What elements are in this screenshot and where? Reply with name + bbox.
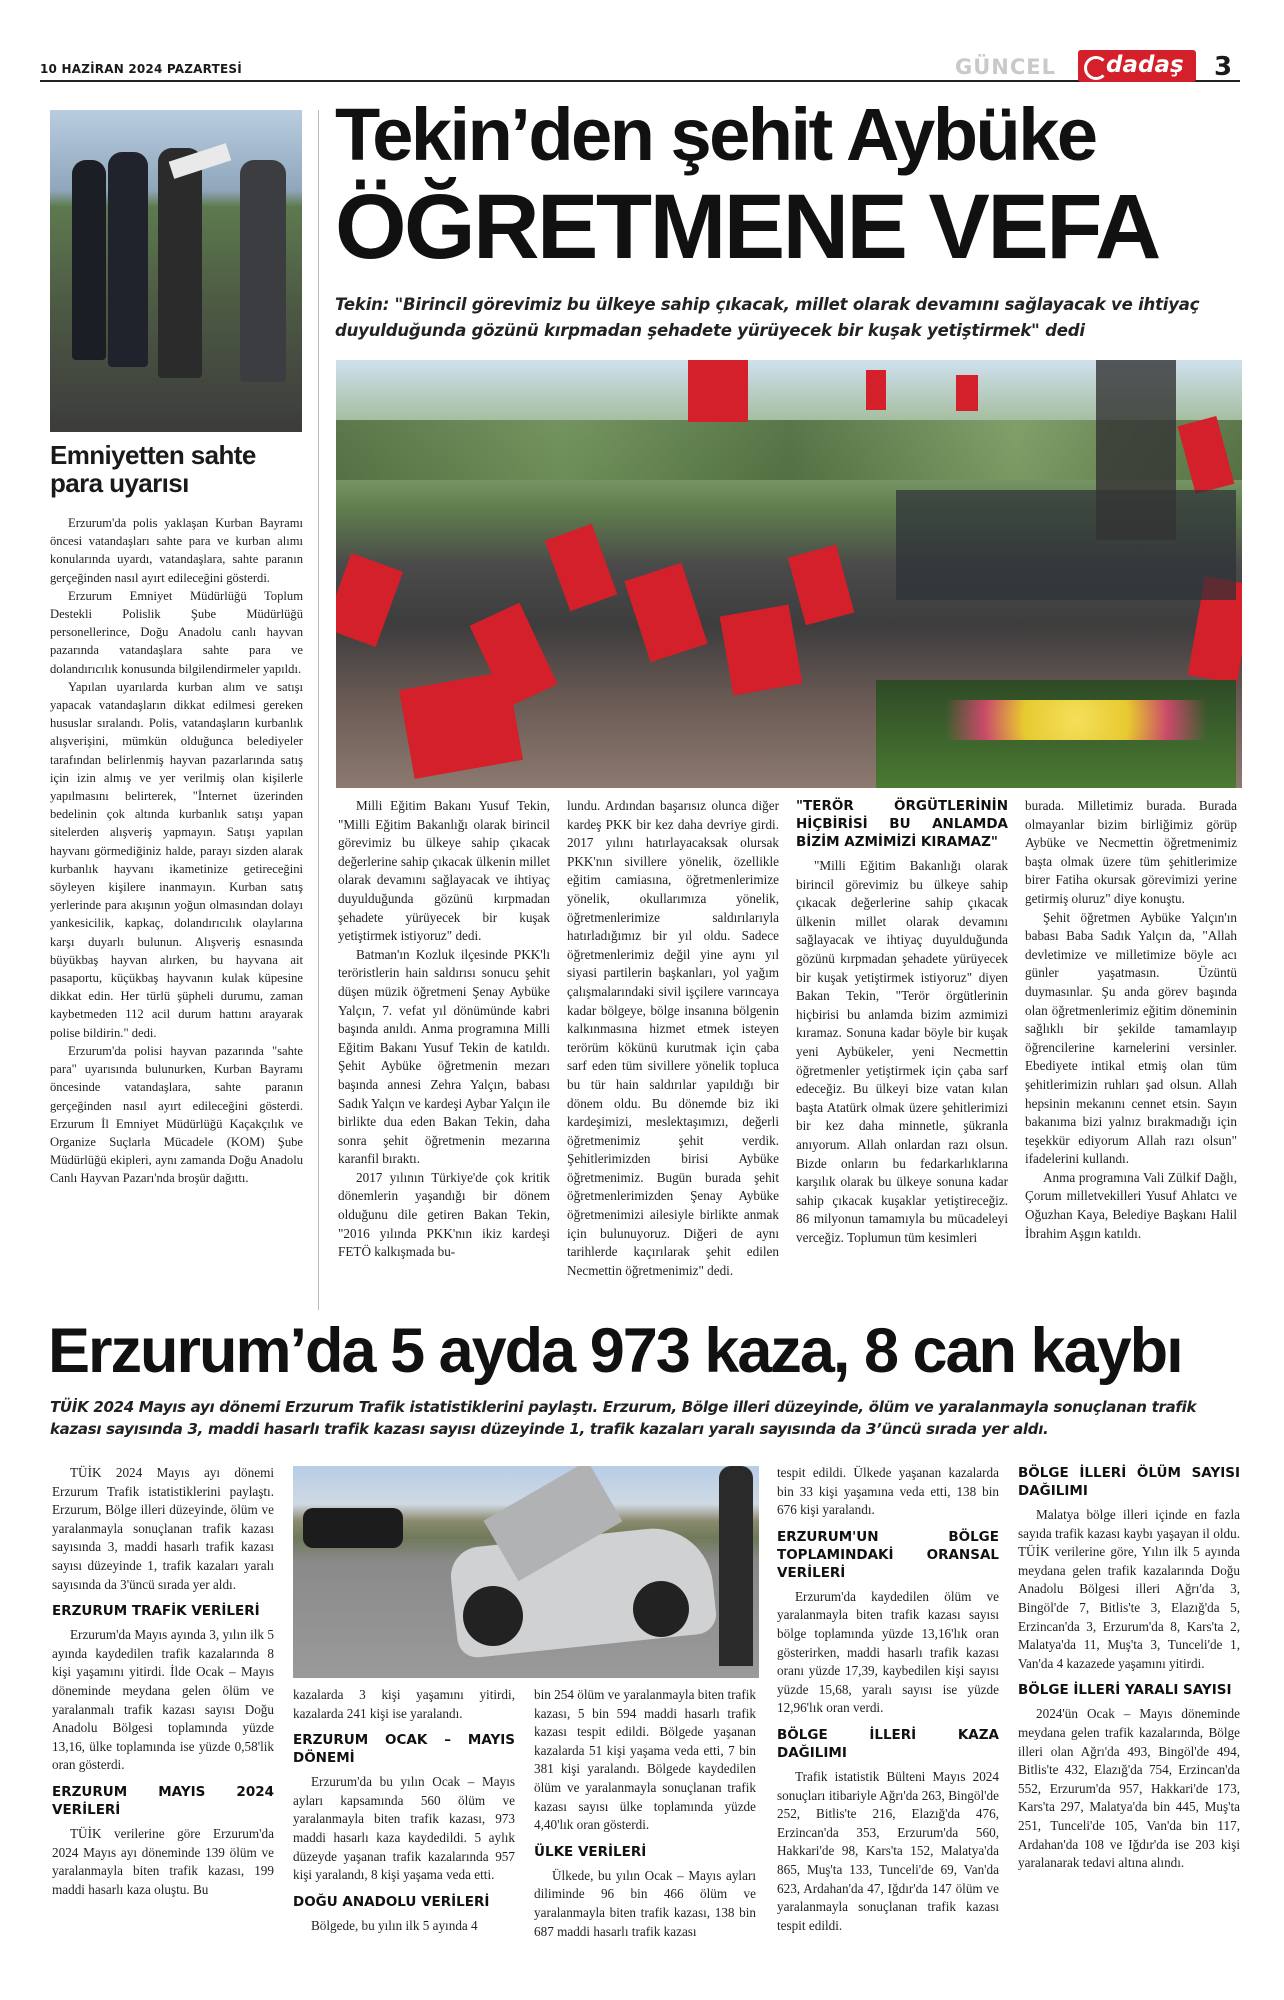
- left-paragraph-1: Erzurum'da polis yaklaşan Kurban Bayramı öncesi vatandaşları sahte para ve kurban alımı konularında uyardı, vatandaşlara, sahte paranın gerçeğinden nasıl ayırt edileceğini gösterdi.: [50, 516, 303, 585]
- header-rule: [40, 80, 1240, 82]
- logo-text: dadaş: [1106, 52, 1184, 78]
- main-col1-paragraph-2: Batman'ın Kozluk ilçesinde PKK'lı teröristlerin hain saldırısı sonucu şehit düşen müzik öğretmeni Şenay Aybüke Yalçın, 7. vefat yıl dönümünde kabri başında anıldı. Anma programına Milli Eğitim Bakanı Yusuf Tekin de katıldı. Şehit Aybüke öğretmenin mezarı başında annesi Zehra Yalçın, babası Sadık Yalçın ve kardeşi Aybar Yalçın ile birlikte dua eden Bakan Tekin, daha sonra şehit öğretmenin mezarına karanfil bıraktı.: [338, 946, 550, 1167]
- logo: [1078, 50, 1196, 82]
- bottom-col4-paragraph-0: tespit edildi. Ülkede yaşanan kazalarda bin 33 kişi yaşamına veda etti, 138 bin 676 kişi yaralandı.: [777, 1465, 999, 1518]
- bottom-col2-paragraph-2: Bölgede, bu yılın ilk 5 ayında 4: [311, 1917, 478, 1933]
- bottom-col4-paragraph-2: Trafik istatistik Bülteni Mayıs 2024 sonuçları itibariyle Ağrı'da 263, Bingöl'de 252, Bitlis'te 216, Elazığ'da 476, Erzincan'da 353, Erzurum'da 560, Hakkari'de 98, Kars'ta 152, Malatya'da 865, Muş'ta 133, Tunceli'de 69, Van'da 623, Ardahan'da 47, Iğdır'da 147 ölüm ve yaralanmayla sonuçlanan trafik kazası tespit edildi.: [777, 1768, 999, 1933]
- left-story-title: Emniyetten sahte para uyarısı: [50, 440, 256, 498]
- bottom-col3-subheading-1: ÜLKE VERİLERİ: [534, 1843, 647, 1860]
- bottom-col-4: [777, 1464, 999, 1935]
- crescent-icon: [1084, 56, 1108, 80]
- left-column-divider: [318, 110, 319, 1310]
- left-paragraph-2: Erzurum Emniyet Müdürlüğü Toplum Destekli Polislik Şube Müdürlüğü personellerince, Doğu Anadolu canlı hayvan pazarında vatandaşlara sahte para ve dolandırıcılık konusunda bilgilendirmeler yapıldı.: [50, 588, 303, 676]
- page-date: 10 HAZİRAN 2024 PAZARTESİ: [40, 62, 242, 76]
- bottom-col3-paragraph-1: Ülkede, bu yılın Ocak – Mayıs ayları diliminde 96 bin 466 ölüm ve yaralanmayla biten trafik kazası, 138 bin 687 maddi hasarlı trafik kazası: [534, 1867, 756, 1939]
- bottom-col5-subheading-1: BÖLGE İLLERİ ÖLÜM SAYISI DAĞILIMI: [1018, 1465, 1240, 1499]
- main-col-1: [338, 797, 550, 1262]
- bottom-col-2: [293, 1686, 515, 1935]
- bottom-col5-paragraph-1: Malatya bölge illeri içinde en fazla sayıda trafik kazası kaybı yaşayan il oldu. TÜİK verilerine göre, Yılın ilk 5 ayında meydana gelen trafik kazalarında Doğu Anadolu Bölgesi illeri Ağrı'da 3, Bingöl'de 7, Bitlis'te 3, Elazığ'da 5, Erzincan'da 3, Erzurum'da 8, Kars'ta 2, Malatya'da 11, Muş'ta 3, Tunceli'de 1, Van'da 4 kazazede yaşamını yitirdi.: [1018, 1507, 1240, 1671]
- main-headline-line2: ÖĞRETMENE VEFA: [335, 176, 1159, 278]
- bottom-deck: TÜİK 2024 Mayıs ayı dönemi Erzurum Trafik istatistiklerini paylaştı. Erzurum, Bölge illeri düzeyinde, ölüm ve yaralanmayla sonuçlanan trafik kazası sayısında 3, maddi hasarlı trafik kazası sayısı düzeyinde 1, trafik kazaları yaralı sayısında da 3’üncü sırada yer aldı.: [50, 1398, 1197, 1438]
- left-paragraph-3: Yapılan uyarılarda kurban alım ve satışı yapacak vatandaşların dikkat edilmesi gereken hususlar sıralandı. Polis, vatandaşların kurbanlık alışverişini, mümkün olduğunca belediyeler tarafından belirlenmiş hayvan pazarlarında satış için izin almış ve yer verilmiş olan kişilerle yapılmasını belirterek, "İnternet üzerinden bedelinin çok altında kurbanlık satışı yapan sitelerden alışveriş yapmayın. Satışı yapılan hayvanı görmediğiniz halde, parayı sizden alarak kurbanlık hayvanı ikametinize getireceğini söyleyen kişilere inanmayın. Kurban satış yerlerinde para akışının yoğun olmasından dolayı yankesicilik, kapkaç, dolandırıcılık olaylarına karşı duyarlı bulunun. Alışveriş esnasında büyükbaş hayvan alırken, bu hayvana ait pasaportu, küçükbaş hayvanın kulak küpesine dikkat edin. Her türlü şüpheli durumu, zaman kaybetmeden 112 acil durum hattını arayarak polise bildirin." dedi.: [50, 679, 303, 1040]
- bottom-col-1: [52, 1464, 274, 1899]
- bottom-col3-paragraph-0: bin 254 ölüm ve yaralanmayla biten trafik kazası, 5 bin 594 maddi hasarlı trafik kazası tespit edildi. Bölgede yaşanan kazalarda 51 kişi yaşama veda etti, 7 bin 381 kişi yaralandı. Bölgede kaydedilen ölüm ve yaralanmayla sonuçlanan trafik kazası sayısı ülke toplamında yüzde 4,40'lık oran gösterdi.: [534, 1687, 756, 1833]
- main-col-2: [567, 797, 779, 1280]
- bottom-col2-paragraph-1: Erzurum'da bu yılın Ocak – Mayıs ayları kapsamında 560 ölüm ve yaralanmayla biten trafik kazası, 973 maddi hasarlı kaza kaydedildi. 5 aylık düzeyde yaşanan trafik kazalarında 957 kişi yaralandı, 8 kişi yaşama veda etti.: [293, 1774, 515, 1883]
- left-paragraph-4: Erzurum'da polisi hayvan pazarında "sahte para" uyarısında bulunurken, Kurban Bayramı öncesinde vatandaşlara, sahte paranın gerçeğinden nasıl ayırt edileceğini gösterdi. Erzurum İl Emniyet Müdürlüğü Kaçakçılık ve Organize Suçlarla Mücadele (KOM) Şube Müdürlüğü ekipleri, aynı zamanda Doğu Anadolu Canlı Hayvan Pazarı'nda broşür dağıttı.: [50, 1043, 303, 1186]
- main-col3-paragraph-1: "Milli Eğitim Bakanlığı olarak birincil görevimiz bu ülkeye sahip çıkacak değerlerine sahip çıkacak ülkenin millet olarak devamını sağlayacak ve ihtiyaç duyulduğunda gözünü kırpmadan şehadete yürüyecek bir kuşak yetiştirmek istiyoruz" diyen Bakan Tekin, "Terör örgütlerinin hiçbirisi bu anlamda bizim azmimizi kıramaz. Sonuna kadar böyle bir kuşak yeni Aybükeler, yeni Necmettin öğretmenler yetiştirmek için çaba sarf edeceğiz. Bu ülkeyi bize vatan kılan başta Atatürk olmak üzere şehitlerimizi bir kez daha minnetle, şükranla anıyorum. Allah onlardan razı olsun. Bizde onların bu fedarkarlıklarına karşılık olarak bu ülkeye sonuna kadar sahip çıkacak kuşaklar yetiştireceğiz. 86 milyonun tamamıyla bu mücadeleyi verceğiz. Toplumun tüm kesimleri: [796, 858, 1008, 1245]
- accident-photo: [293, 1466, 759, 1678]
- main-col3-subheading: "TERÖR ÖRGÜTLERİNİN HİÇBİRİSİ BU ANLAMDA BİZİM AZMİMİZİ KIRAMAZ": [796, 798, 1008, 850]
- section-label: GÜNCEL: [955, 55, 1057, 79]
- ceremony-photo: [336, 360, 1242, 788]
- main-headline-line1: Tekin’den şehit Aybüke: [335, 93, 1096, 176]
- main-col1-paragraph-3: 2017 yılının Türkiye'de çok kritik dönemlerin yaşandığı bir dönem olduğunu dile getiren Bakan Tekin, "2016 yılında PKK'nın ikiz kardeşi FETÖ kalkışmada bu-: [338, 1169, 550, 1260]
- bottom-col2-paragraph-0: kazalarda 3 kişi yaşamını yitirdi, kazalarda 241 kişi ise yaralandı.: [293, 1687, 515, 1721]
- main-deck: Tekin: "Birincil görevimiz bu ülkeye sahip çıkacak, millet olarak devamını sağlayacak ve ihtiyaç duyulduğunda gözünü kırpmadan şehadete yürüyecek bir kuşak yetiştirmek" dedi: [335, 295, 1200, 340]
- page-number: 3: [1214, 52, 1233, 82]
- bottom-col4-subheading-1: ERZURUM'UN BÖLGE TOPLAMINDAKİ ORANSAL VERİLERİ: [777, 1528, 999, 1581]
- left-story-body: [50, 514, 303, 1188]
- bottom-col5-subheading-2: BÖLGE İLLERİ YARALI SAYISI: [1018, 1682, 1232, 1699]
- main-col4-paragraph-1: burada. Milletimiz burada. Burada olmayanlar bizim birliğimiz görüp Aybüke ve Necmettin öğretmenimiz başta olmak üzere tüm şehitlerimize birer Fatiha okursak görevimizi yerine getirmiş oluruz" diye konuştu.: [1025, 798, 1237, 906]
- bottom-col1-subheading-2: ERZURUM MAYIS 2024 VERİLERİ: [52, 1783, 274, 1818]
- main-col2-paragraph-1: lundu. Ardından başarısız olunca diğer kardeş PKK bir kez daha devriye girdi. 2017 yılını hatırlayacaksak olursak PKK'nın sivillere yönelik, özellikle eğitim camiasına, öğretmenlerimize yönelik, okullarımıza yönelik, öğretmenlerimize saldırılarıyla hatırladığımız bir yıl oldu. Sadece öğretmenlerimiz değil yine aynı yıl siyasi partilerin başkanları, yol yağım çalışmalarındaki sivil işçilere varıncaya kadar bölgeye, bölge insanına bölgenin kalkınmasına hizmet etmek isteyen terörüm kökünü kurutmak için çaba sarf eden tüm sivillere yönelik topluca bu tür hain saldırılar yapıldığı bir dönem oldu. Bu dönemde biz iki kardeşimizi, meslektaşımızı, değerli öğretmenimiz şehit verdik. Şehitlerimizden birisi Aybüke öğretmenimiz. Bugün burada şehit öğretmenlerimizden Şenay Aybüke öğretmenimizi ailesiyle birlikte anmak için bulunuyoruz. Diğeri de aynı tarihlerde kaçırılarak şehit edilen Necmettin öğretmenimiz" dedi.: [567, 798, 779, 1278]
- bottom-col4-subheading-2: BÖLGE İLLERİ KAZA DAĞILIMI: [777, 1726, 999, 1761]
- bottom-col2-subheading-2: DOĞU ANADOLU VERİLERİ: [293, 1893, 490, 1910]
- main-col-4: [1025, 797, 1237, 1243]
- main-col4-paragraph-3: Anma programına Vali Zülkif Dağlı, Çorum milletvekilleri Yusuf Ahlatcı ve Oğuzhan Kaya, Belediye Başkanı Halil İbrahim Aşgın katıldı.: [1025, 1169, 1237, 1241]
- bottom-col-5: [1018, 1464, 1240, 1873]
- bottom-col5-paragraph-2: 2024'ün Ocak – Mayıs döneminde meydana gelen trafik kazalarında, Bölge illeri olan Ağrı'da 493, Bingöl'de 494, Bitlis'te 432, Elazığ'da 754, Erzincan'da 552, Erzurum'da 957, Hakkari'de 173, Kars'ta 297, Malatya'da bin 445, Muş'ta 251, Tunceli'de 105, Van'da bin 117, Ardahan'da 108 ve Iğdır'da ise 203 kişi yaralanarak tedavi altına alındı.: [1018, 1706, 1240, 1871]
- bottom-col-3: [534, 1686, 756, 1941]
- bottom-headline: Erzurum’da 5 ayda 973 kaza, 8 can kaybı: [48, 1316, 1182, 1386]
- bottom-col1-paragraph-1: Erzurum'da Mayıs ayında 3, yılın ilk 5 ayında kaydedilen trafik kazalarında 8 kişi yaşamını yitirdi. İlde Ocak – Mayıs döneminde meydana gelen ölüm ve yaralanmalı trafik kazası sayısı Doğu Anadolu Bölgesi toplamında yüzde 13,16, ülke toplamında ise yüzde 0,58'lik oran gösterdi.: [52, 1627, 274, 1773]
- bottom-col1-paragraph-2: TÜİK verilerine göre Erzurum'da 2024 Mayıs ayı döneminde 139 ölüm ve yaralanmayla biten trafik kazası, 199 maddi hasarlı kaza oluştu. Bu: [52, 1825, 274, 1897]
- bottom-col2-subheading-1: ERZURUM OCAK – MAYIS DÖNEMİ: [293, 1732, 515, 1767]
- main-col1-paragraph-1: Milli Eğitim Bakanı Yusuf Tekin, "Milli Eğitim Bakanlığı olarak birincil görevimiz bu ülkeye sahip çıkacak değerlerine sahip çıkacak ülkenin millet olarak devamını sağlayacak ve ihtiyaç duyulduğunda gözünü kırpmadan şehadete yürüyecek bir kuşak yetiştirmek istiyoruz" dedi.: [338, 798, 550, 944]
- police-photo: [50, 110, 302, 432]
- bottom-col4-paragraph-1: Erzurum'da kaydedilen ölüm ve yaralanmayla biten trafik kazası sayısı bölge toplamında yüzde 13,16'lık oran gösterirken, maddi hasarlı trafik kazası oranı yüzde 17,39, kaybedilen kişi sayısı yüzde 15,68, yaralı sayısı ise yüzde 12,96'lık oran verdi.: [777, 1588, 999, 1716]
- main-col4-paragraph-2: Şehit öğretmen Aybüke Yalçın'ın babası Baba Sadık Yalçın da, "Allah devletimize ve milletimize böyle acı günler yaşatmasın. Üzüntü duymasınlar. Şu anda görev başında olan öğretmenlerimiz eğitim döneminin sağlıklı bir şekilde tamamlayıp öğrencilerine karnelerini versinler. Ebediyete intikal etmiş olan tüm şehitlerimizin ruhları şad olsun. Allah hepsinin mekanını cennet etsin. Sayın bakanıma bizi yalnız bırakmadığı için teşekkür ediyorum Allah razı olsun" ifadelerini kullandı.: [1025, 909, 1237, 1167]
- bottom-col1-subheading-1: ERZURUM TRAFİK VERİLERİ: [52, 1603, 260, 1620]
- bottom-col1-intro: TÜİK 2024 Mayıs ayı dönemi Erzurum Trafik istatistiklerini paylaştı. Erzurum, Bölge illeri düzeyinde, ölüm ve yaralanmayla sonuçlanan trafik kazası sayısında 3, maddi hasarlı trafik kazası sayısı düzeyinde 1, trafik kazaları yaralı sayısında da 3'üncü sırada yer aldı.: [52, 1465, 274, 1592]
- main-col-3: [796, 797, 1008, 1247]
